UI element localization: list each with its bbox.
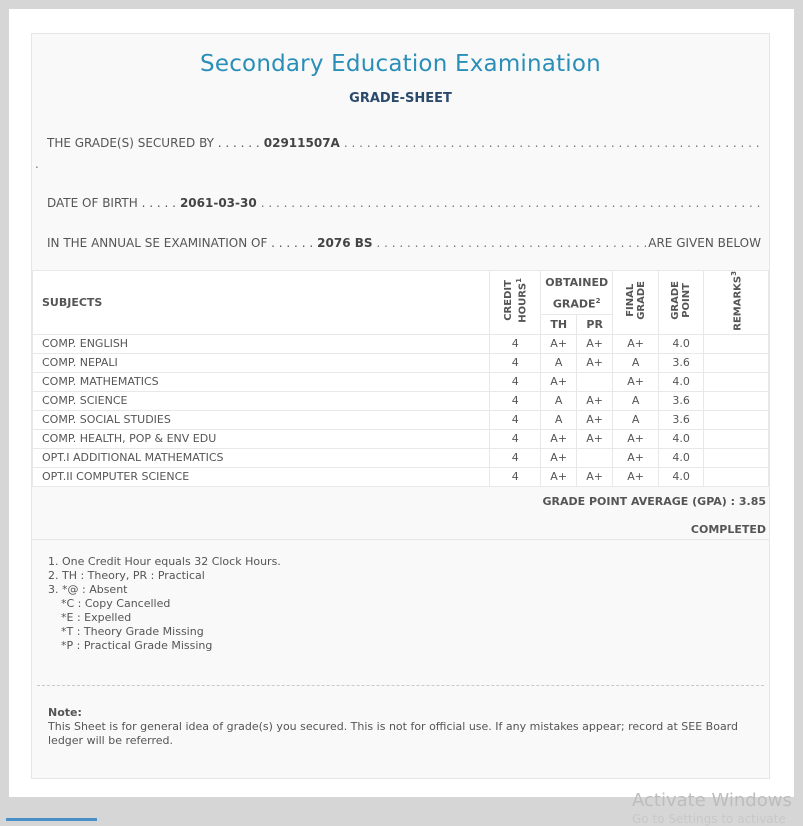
grade-point-cell: 4.0 — [659, 334, 704, 353]
credit-cell: 4 — [490, 448, 541, 467]
table-row — [33, 410, 769, 429]
grade-point-cell: 3.6 — [659, 391, 704, 410]
final-grade-cell: A+ — [613, 372, 659, 391]
th-grade-cell: A — [541, 410, 577, 429]
footnote-3t: *T : Theory Grade Missing — [61, 625, 204, 638]
final-grade-cell: A — [613, 353, 659, 372]
note-heading: Note: — [48, 706, 82, 719]
subject-cell: COMP. SCIENCE — [33, 391, 490, 410]
subject-cell: OPT.II COMPUTER SCIENCE — [33, 467, 490, 486]
credit-cell: 4 — [490, 429, 541, 448]
pr-grade-cell: A+ — [577, 391, 613, 410]
table-row — [33, 429, 769, 448]
pr-grade-cell: A+ — [577, 429, 613, 448]
remarks-cell — [704, 353, 769, 372]
footnote-1: 1. One Credit Hour equals 32 Clock Hours. — [48, 555, 281, 568]
grades-table — [32, 270, 769, 487]
footnote-3e: *E : Expelled — [61, 611, 132, 624]
gpa-value: GRADE POINT AVERAGE (GPA) : 3.85 — [542, 495, 766, 508]
dotted-leader — [377, 236, 649, 250]
dashed-divider — [37, 685, 764, 686]
note-text: This Sheet is for general idea of grade(s) you secured. This is not for official use. If any mistakes appear; record at SEE Board ledger will be referred. — [48, 720, 738, 747]
final-grade-cell: A+ — [613, 334, 659, 353]
header-obtained-grade: OBTAINED GRADE$^2$ — [541, 271, 613, 315]
pr-grade-cell — [577, 448, 613, 467]
dob-value: 2061-03-30 — [179, 196, 257, 210]
subject-cell: COMP. HEALTH, POP & ENV EDU — [33, 429, 490, 448]
footnote-2: 2. TH : Theory, PR : Practical — [48, 569, 205, 582]
grade-point-cell: 4.0 — [659, 467, 704, 486]
table-row — [33, 334, 769, 353]
table-row — [33, 391, 769, 410]
header-remarks: REMARKS$^3$ — [704, 271, 769, 335]
result-status: COMPLETED — [690, 523, 766, 536]
exam-year: 2076 BS — [317, 236, 373, 250]
credit-cell: 4 — [490, 353, 541, 372]
header-th: TH — [541, 315, 577, 335]
subject-cell: COMP. MATHEMATICS — [33, 372, 490, 391]
final-grade-cell: A — [613, 410, 659, 429]
subject-cell: COMP. ENGLISH — [33, 334, 490, 353]
subject-cell: OPT.I ADDITIONAL MATHEMATICS — [33, 448, 490, 467]
pr-grade-cell: A+ — [577, 410, 613, 429]
exam-line — [47, 236, 761, 250]
remarks-cell — [704, 467, 769, 486]
pr-grade-cell: A+ — [577, 467, 613, 486]
th-grade-cell: A — [541, 391, 577, 410]
table-row — [33, 467, 769, 486]
header-credit-hours: CREDIT HOURS$^1$ — [490, 271, 541, 335]
th-grade-cell: A — [541, 353, 577, 372]
grade-point-cell: 4.0 — [659, 448, 704, 467]
pr-grade-cell: A+ — [577, 353, 613, 372]
grade-point-cell: 4.0 — [659, 429, 704, 448]
table-row — [33, 353, 769, 372]
th-grade-cell: A+ — [541, 334, 577, 353]
th-grade-cell: A+ — [541, 448, 577, 467]
table-row — [33, 448, 769, 467]
activate-windows-watermark: Activate Windows — [632, 790, 792, 811]
remarks-cell — [704, 410, 769, 429]
stray-dot: . — [35, 157, 39, 171]
subject-cell: COMP. NEPALI — [33, 353, 490, 372]
symbol-number: 02911507A — [263, 136, 340, 150]
footnote-3c: *C : Copy Cancelled — [61, 597, 171, 610]
grade-point-cell: 4.0 — [659, 372, 704, 391]
remarks-cell — [704, 334, 769, 353]
secured-by-label: THE GRADE(S) SECURED BY . . . . . . — [47, 136, 260, 150]
pr-grade-cell — [577, 372, 613, 391]
grade-sheet — [31, 33, 770, 779]
credit-cell: 4 — [490, 467, 541, 486]
header-final-grade: FINAL GRADE — [613, 271, 659, 335]
footnote-3p: *P : Practical Grade Missing — [61, 639, 213, 652]
exam-label: IN THE ANNUAL SE EXAMINATION OF . . . . . . — [47, 236, 314, 250]
divider — [32, 539, 769, 540]
secured-by-line — [47, 136, 761, 150]
credit-cell: 4 — [490, 372, 541, 391]
remarks-cell — [704, 391, 769, 410]
final-grade-cell: A+ — [613, 467, 659, 486]
remarks-cell — [704, 448, 769, 467]
remarks-cell — [704, 429, 769, 448]
final-grade-cell: A+ — [613, 448, 659, 467]
grade-point-cell: 3.6 — [659, 410, 704, 429]
footnote-3: 3. *@ : Absent — [48, 583, 128, 596]
credit-cell: 4 — [490, 410, 541, 429]
footnotes — [48, 555, 281, 653]
final-grade-cell: A — [613, 391, 659, 410]
dob-line — [47, 196, 761, 210]
th-grade-cell: A+ — [541, 429, 577, 448]
subject-cell: COMP. SOCIAL STUDIES — [33, 410, 490, 429]
th-grade-cell: A+ — [541, 372, 577, 391]
activate-windows-hint: Go to Settings to activate — [632, 812, 786, 826]
sheet-subtitle: GRADE-SHEET — [349, 91, 452, 106]
credit-cell: 4 — [490, 391, 541, 410]
remarks-cell — [704, 372, 769, 391]
final-grade-cell: A+ — [613, 429, 659, 448]
credit-cell: 4 — [490, 334, 541, 353]
header-grade-point: GRADE POINT — [659, 271, 704, 335]
page-title: Secondary Education Examination — [200, 51, 601, 77]
header-pr: PR — [577, 315, 613, 335]
dotted-leader — [344, 136, 761, 150]
header-subjects: SUBJECTS — [33, 271, 490, 335]
pr-grade-cell: A+ — [577, 334, 613, 353]
exam-tail: ARE GIVEN BELOW — [648, 236, 761, 250]
grade-point-cell: 3.6 — [659, 353, 704, 372]
table-row — [33, 372, 769, 391]
page-frame — [9, 9, 794, 797]
dotted-leader — [261, 196, 761, 210]
dob-label: DATE OF BIRTH . . . . . — [47, 196, 176, 210]
th-grade-cell: A+ — [541, 467, 577, 486]
